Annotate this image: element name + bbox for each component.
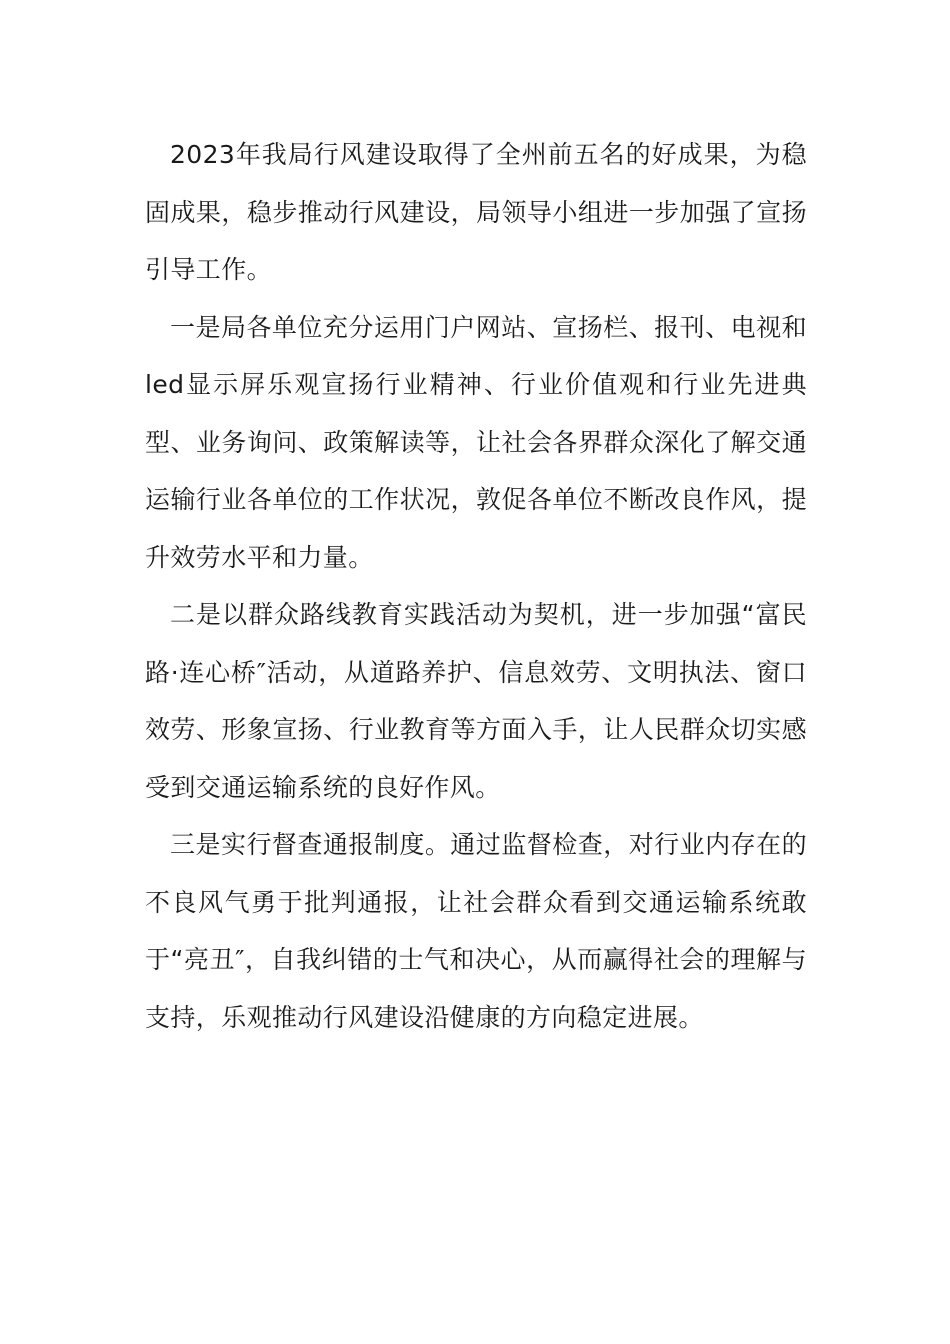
paragraph-intro: 2023年我局行风建设取得了全州前五名的好成果，为稳固成果，稳步推动行风建设，局领导小组进一步加强了宣扬引导工作。: [145, 140, 807, 284]
paragraph-point-three: 三是实行督查通报制度。通过监督检查，对行业内存在的不良风气勇于批判通报，让社会群众看到交通运输系统敢于“亮丑″，自我纠错的士气和决心，从而赢得社会的理解与支持，乐观推动行风建设沿健康的方向稳定进展。: [145, 830, 807, 1032]
paragraph-point-two: 二是以群众路线教育实践活动为契机，进一步加强“富民路·连心桥″活动，从道路养护、信息效劳、文明执法、窗口效劳、形象宣扬、行业教育等方面入手，让人民群众切实感受到交通运输系统的良好作风。: [145, 600, 807, 802]
paragraph-point-one: 一是局各单位充分运用门户网站、宣扬栏、报刊、电视和led显示屏乐观宣扬行业精神、行业价值观和行业先进典型、业务询问、政策解读等，让社会各界群众深化了解交通运输行业各单位的工作状况，敦促各单位不断改良作风，提升效劳水平和力量。: [145, 312, 807, 572]
document-body: [145, 126, 807, 1046]
